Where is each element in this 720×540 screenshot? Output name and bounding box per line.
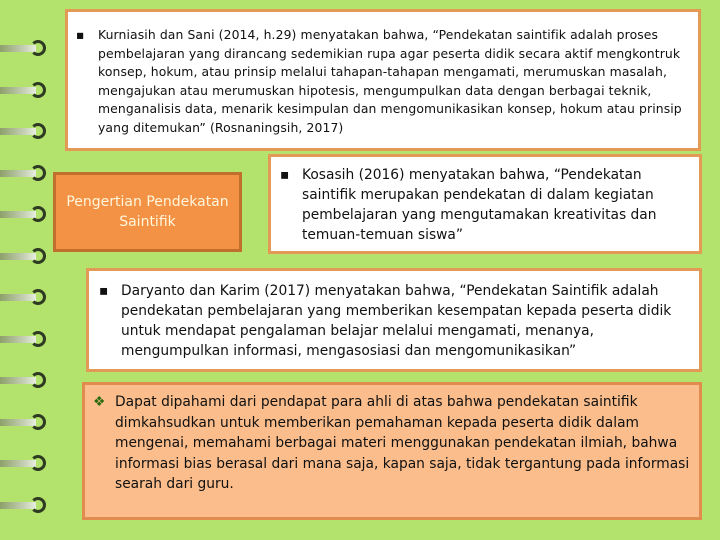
binder-ring-icon — [0, 497, 48, 513]
quote-text: Kosasih (2016) menyatakan bahwa, “Pendekatan saintifik merupakan pendekatan di dalam kegiatan pembelajaran yang mengutamakan kreativitas dan temuan-temuan siswa” — [302, 167, 657, 243]
conclusion-box — [82, 382, 702, 520]
diamond-bullet-icon: ❖ — [93, 394, 106, 410]
binder-ring-icon — [0, 414, 48, 430]
binder-ring-icon — [0, 331, 48, 347]
slide-title: Pengertian Pendekatan Saintifik — [66, 194, 229, 230]
quote-kurniasih — [65, 9, 701, 151]
conclusion-text: Dapat dipahami dari pendapat para ahli di atas bahwa pendekatan saintifik dimkahsudkan untuk memberikan pemahaman kepada peserta didik dalam mengenai, memahami berbagai materi menggunakan pendekatan ilmiah, bahwa informasi bias berasal dari mana saja, kapan saja, tidak tergantung pada informasi searah dari guru. — [115, 394, 690, 492]
binder-ring-icon — [0, 82, 48, 98]
bullet-icon: ▪ — [280, 167, 290, 183]
binder-ring-icon — [0, 206, 48, 222]
quote-text: Daryanto dan Karim (2017) menyatakan bahwa, “Pendekatan Saintifik adalah pendekatan pembelajaran yang memberikan kesempatan kepada peserta didik untuk mendapat pengalaman belajar melalui mengamati, menanya, mengumpulkan informasi, mengasosiasi dan mengomunikasikan” — [121, 283, 672, 359]
binder-ring-icon — [0, 40, 48, 56]
binder-ring-icon — [0, 455, 48, 471]
binder-ring-icon — [0, 248, 48, 264]
quote-kosasih — [268, 154, 702, 254]
quote-text: Kurniasih dan Sani (2014, h.29) menyatakan bahwa, “Pendekatan saintifik adalah proses pembelajaran yang dirancang sedemikian rupa agar peserta didik secara aktif mengkontruk konsep, hokum, atau prinsip melalui tahapan-tahapan mengamati, merumuskan masalah, mengajukan atau merumuskan hipotesis, mengumpulkan data dengan berbagai teknik, menganalisis data, menarik kesimpulan dan mengomunikasikan konsep, hokum atau prinsip yang ditemukan” (Rosnaningsih, 2017) — [98, 27, 682, 135]
bullet-icon: ▪ — [76, 27, 85, 42]
title-box — [53, 172, 242, 252]
quote-daryanto — [86, 268, 702, 372]
binder-ring-icon — [0, 289, 48, 305]
binder-ring-icon — [0, 372, 48, 388]
bullet-icon: ▪ — [99, 283, 109, 299]
binder-ring-icon — [0, 165, 48, 181]
binder-ring-icon — [0, 123, 48, 139]
